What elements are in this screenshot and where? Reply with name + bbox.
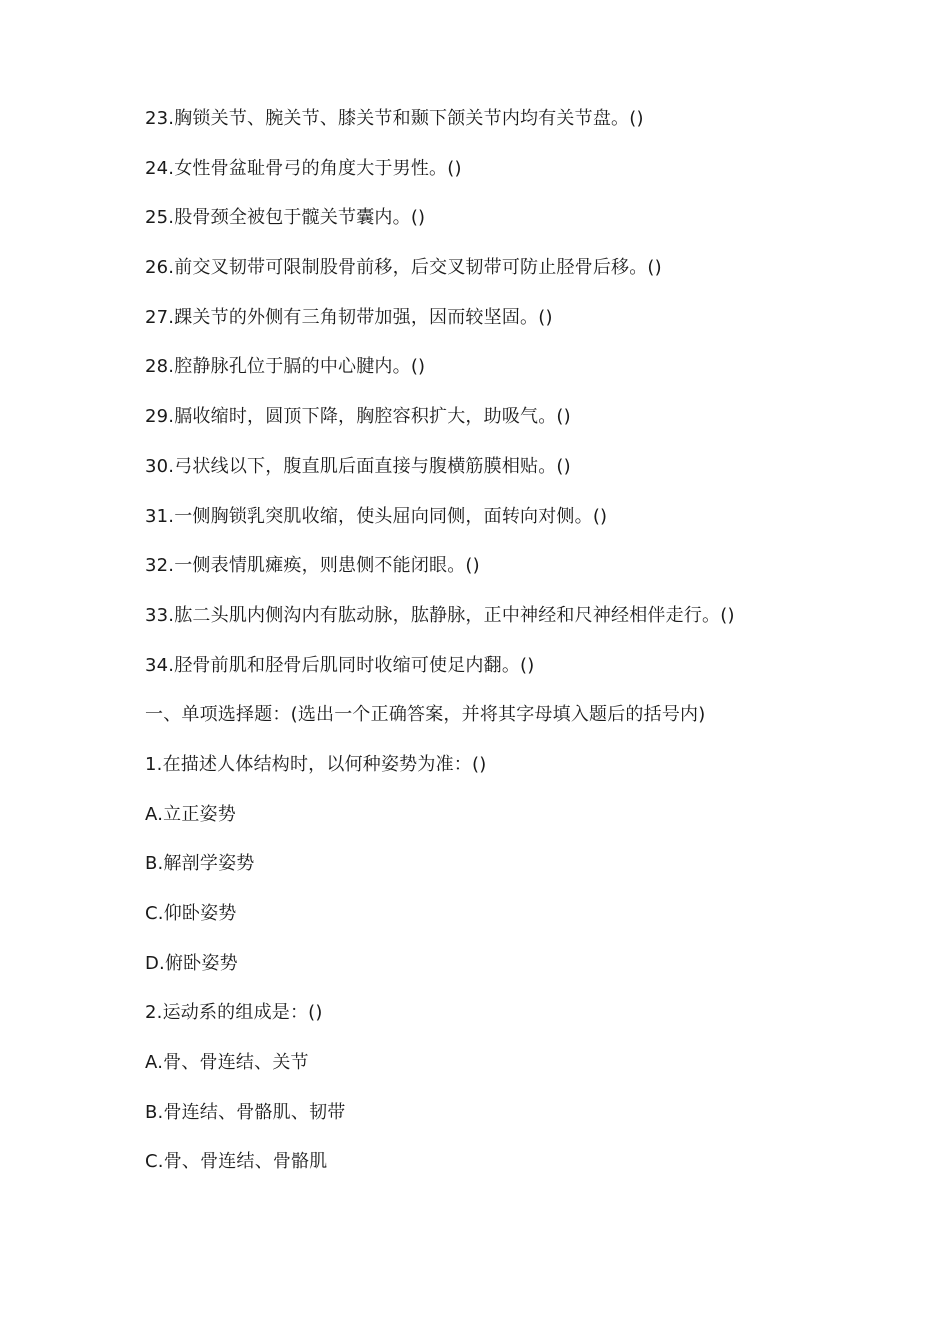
- mc-2-option-a: A.骨、骨连结、关节: [145, 1052, 309, 1074]
- question-31: 31.一侧胸锁乳突肌收缩，使头屈向同侧，面转向对侧。(): [145, 505, 608, 527]
- question-30: 30.弓状线以下，腹直肌后面直接与腹横筋膜相贴。(): [145, 455, 571, 477]
- question-28: 28.腔静脉孔位于膈的中心腱内。(): [145, 356, 426, 378]
- mc-1-option-a: A.立正姿势: [145, 803, 236, 825]
- mc-1-option-b: B.解剖学姿势: [145, 853, 255, 875]
- mc-1-option-d: D.俯卧姿势: [145, 952, 238, 974]
- question-29: 29.膈收缩时，圆顶下降，胸腔容积扩大，助吸气。(): [145, 406, 571, 428]
- mc-question-2: 2.运动系的组成是：(): [145, 1002, 323, 1024]
- mc-question-1: 1.在描述人体结构时，以何种姿势为准：(): [145, 753, 487, 775]
- mc-1-option-c: C.仰卧姿势: [145, 903, 237, 924]
- question-26: 26.前交叉韧带可限制股骨前移，后交叉韧带可防止胫骨后移。(): [145, 257, 662, 279]
- question-25: 25.股骨颈全被包于髋关节囊内。(): [145, 207, 426, 229]
- mc-2-option-c: C.骨、骨连结、骨骼肌: [145, 1151, 328, 1173]
- question-23: 23.胸锁关节、腕关节、膝关节和颞下颌关节内均有关节盘。(): [145, 108, 644, 129]
- question-33: 33.肱二头肌内侧沟内有肱动脉，肱静脉，正中神经和尺神经相伴走行。(): [145, 604, 735, 626]
- question-32: 32.一侧表情肌瘫痪，则患侧不能闭眼。(): [145, 555, 480, 577]
- mc-2-option-b: B.骨连结、骨骼肌、韧带: [145, 1101, 346, 1123]
- question-27: 27.踝关节的外侧有三角韧带加强，因而较坚固。(): [145, 306, 553, 328]
- question-34: 34.胫骨前肌和胫骨后肌同时收缩可使足内翻。(): [145, 654, 535, 676]
- question-24: 24.女性骨盆耻骨弓的角度大于男性。(): [145, 157, 462, 179]
- section-heading: 一、单项选择题：(选出一个正确答案，并将其字母填入题后的括号内): [145, 704, 706, 726]
